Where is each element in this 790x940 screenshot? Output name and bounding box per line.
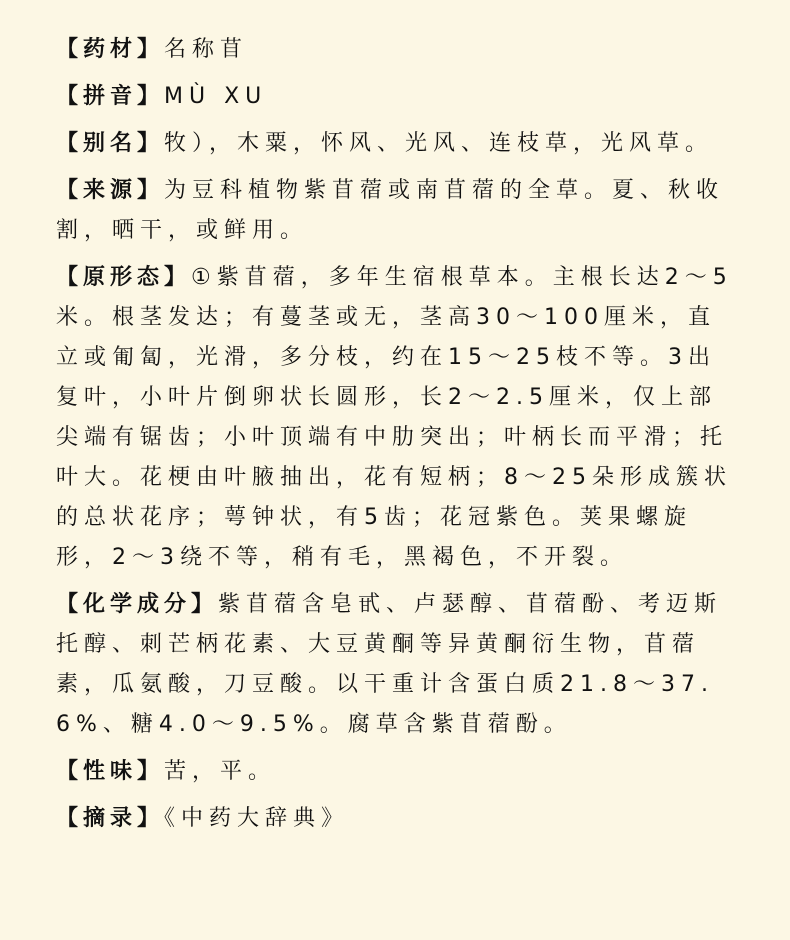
label-nature-taste: 【性味】 [56, 759, 165, 784]
entry-morphology [56, 258, 734, 578]
value-excerpt: 《中药大辞典》 [164, 806, 350, 831]
label-medicinal-material: 【药材】 [56, 37, 165, 62]
value-medicinal-material: 名称苜 [164, 37, 249, 62]
label-excerpt: 【摘录】 [56, 806, 165, 831]
label-morphology: 【原形态】 [56, 265, 192, 290]
label-pinyin: 【拼音】 [56, 84, 165, 109]
entry-medicinal-material [56, 30, 734, 70]
label-source: 【来源】 [56, 178, 165, 203]
entry-excerpt [56, 799, 734, 839]
value-source: 为豆科植物紫苜蓿或南苜蓿的全草。夏、秋收割，晒干，或鲜用。 [56, 178, 725, 243]
entry-alias [56, 124, 734, 164]
value-morphology: ①紫苜蓿，多年生宿根草本。主根长达2～5米。根茎发达；有蔓茎或无，茎高30～100厘米，直立或匍匐，光滑，多分枝，约在15～25枝不等。3出复叶，小叶片倒卵状长圆形，长2～2.5厘米，仅上部尖端有锯齿；小叶顶端有中肋突出；叶柄长而平滑；托叶大。花梗由叶腋抽出，花有短柄；8～25朵形成簇状的总状花序；萼钟状，有5齿；花冠紫色。荚果螺旋形，2～3绕不等，稍有毛，黑褐色，不开裂。 [56, 265, 733, 570]
entry-chemical-composition [56, 585, 734, 745]
entry-source [56, 171, 734, 251]
label-alias: 【别名】 [56, 131, 165, 156]
value-nature-taste: 苦，平。 [164, 759, 277, 784]
entry-nature-taste [56, 752, 734, 792]
value-pinyin: MÙ XU [164, 84, 268, 109]
label-chemical-composition: 【化学成分】 [56, 592, 219, 617]
value-alias: 牧），木粟，怀风、光风、连枝草，光风草。 [164, 131, 714, 156]
entry-pinyin [56, 77, 734, 117]
value-chemical-composition: 紫苜蓿含皂甙、卢瑟醇、苜蓿酚、考迈斯托醇、刺芒柄花素、大豆黄酮等异黄酮衍生物，苜蓿素，瓜氨酸，刀豆酸。以干重计含蛋白质21.8～37.6%、糖4.0～9.5%。腐草含紫苜蓿酚。 [56, 592, 723, 737]
